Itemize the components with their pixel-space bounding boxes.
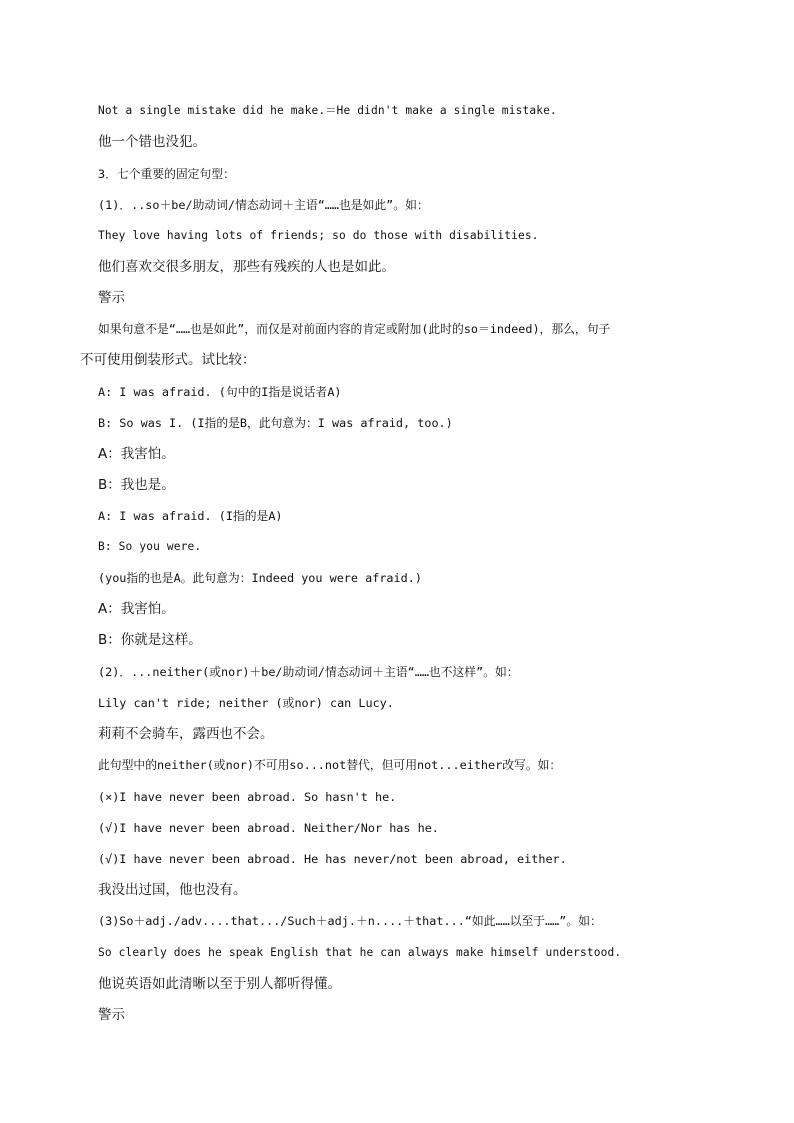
translation-line: 我没出过国，他也没有。 xyxy=(98,882,247,898)
dialog-line: A: I was afraid. (I指的是A) xyxy=(98,509,283,523)
example-correct: (√)I have never been abroad. He has never/not been abroad, either. xyxy=(98,852,567,866)
translation-line: 他一个错也没犯。 xyxy=(98,134,206,150)
note-paragraph-line1: 如果句意不是“……也是如此”，而仅是对前面内容的肯定或附加(此时的so＝indeed)，那么，句子 xyxy=(98,322,611,336)
dialog-line: B：我也是。 xyxy=(98,477,175,493)
example-sentence: Lily can't ride; neither (或nor) can Lucy. xyxy=(98,696,394,710)
pattern-heading: (1)．..so＋be/助动词/情态动词＋主语“……也是如此”。如： xyxy=(98,198,429,212)
dialog-line: B: So was I. (I指的是B，此句意为：I was afraid, too.) xyxy=(98,416,453,430)
translation-line: 他们喜欢交很多朋友，那些有残疾的人也是如此。 xyxy=(98,259,395,275)
example-sentence: Not a single mistake did he make.＝He didn't make a single mistake. xyxy=(98,104,557,117)
note-paragraph-line2: 不可使用倒装形式。试比较： xyxy=(80,352,256,368)
pattern-heading: (3)So＋adj./adv....that.../Such＋adj.＋n....＋that...“如此……以至于……”。如： xyxy=(98,914,602,928)
translation-line: 莉莉不会骑车，露西也不会。 xyxy=(98,726,274,742)
dialog-line: A: I was afraid. (句中的I指是说话者A) xyxy=(98,385,342,399)
dialog-line: B：你就是这样。 xyxy=(98,632,202,648)
dialog-note: (you指的也是A。此句意为：Indeed you were afraid.) xyxy=(98,571,422,585)
section-heading: 3．七个重要的固定句型： xyxy=(98,167,235,181)
warning-label: 警示 xyxy=(98,1007,125,1023)
example-wrong: (×)I have never been abroad. So hasn't he. xyxy=(98,790,397,804)
example-correct: (√)I have never been abroad. Neither/Nor has he. xyxy=(98,821,439,835)
dialog-line: A：我害怕。 xyxy=(98,446,175,462)
dialog-line: A：我害怕。 xyxy=(98,601,175,617)
example-sentence: They love having lots of friends; so do those with disabilities. xyxy=(98,229,539,242)
dialog-line: B: So you were. xyxy=(98,540,202,553)
note-line: 此句型中的neither(或nor)不可用so...not替代，但可用not...either改写。如： xyxy=(98,758,562,772)
translation-line: 他说英语如此清晰以至于别人都听得懂。 xyxy=(98,976,341,992)
example-sentence: So clearly does he speak English that he can always make himself understood. xyxy=(98,946,622,959)
warning-label: 警示 xyxy=(98,290,125,306)
pattern-heading: (2)．...neither(或nor)＋be/助动词/情态动词＋主语“……也不这样”。如： xyxy=(98,665,519,679)
